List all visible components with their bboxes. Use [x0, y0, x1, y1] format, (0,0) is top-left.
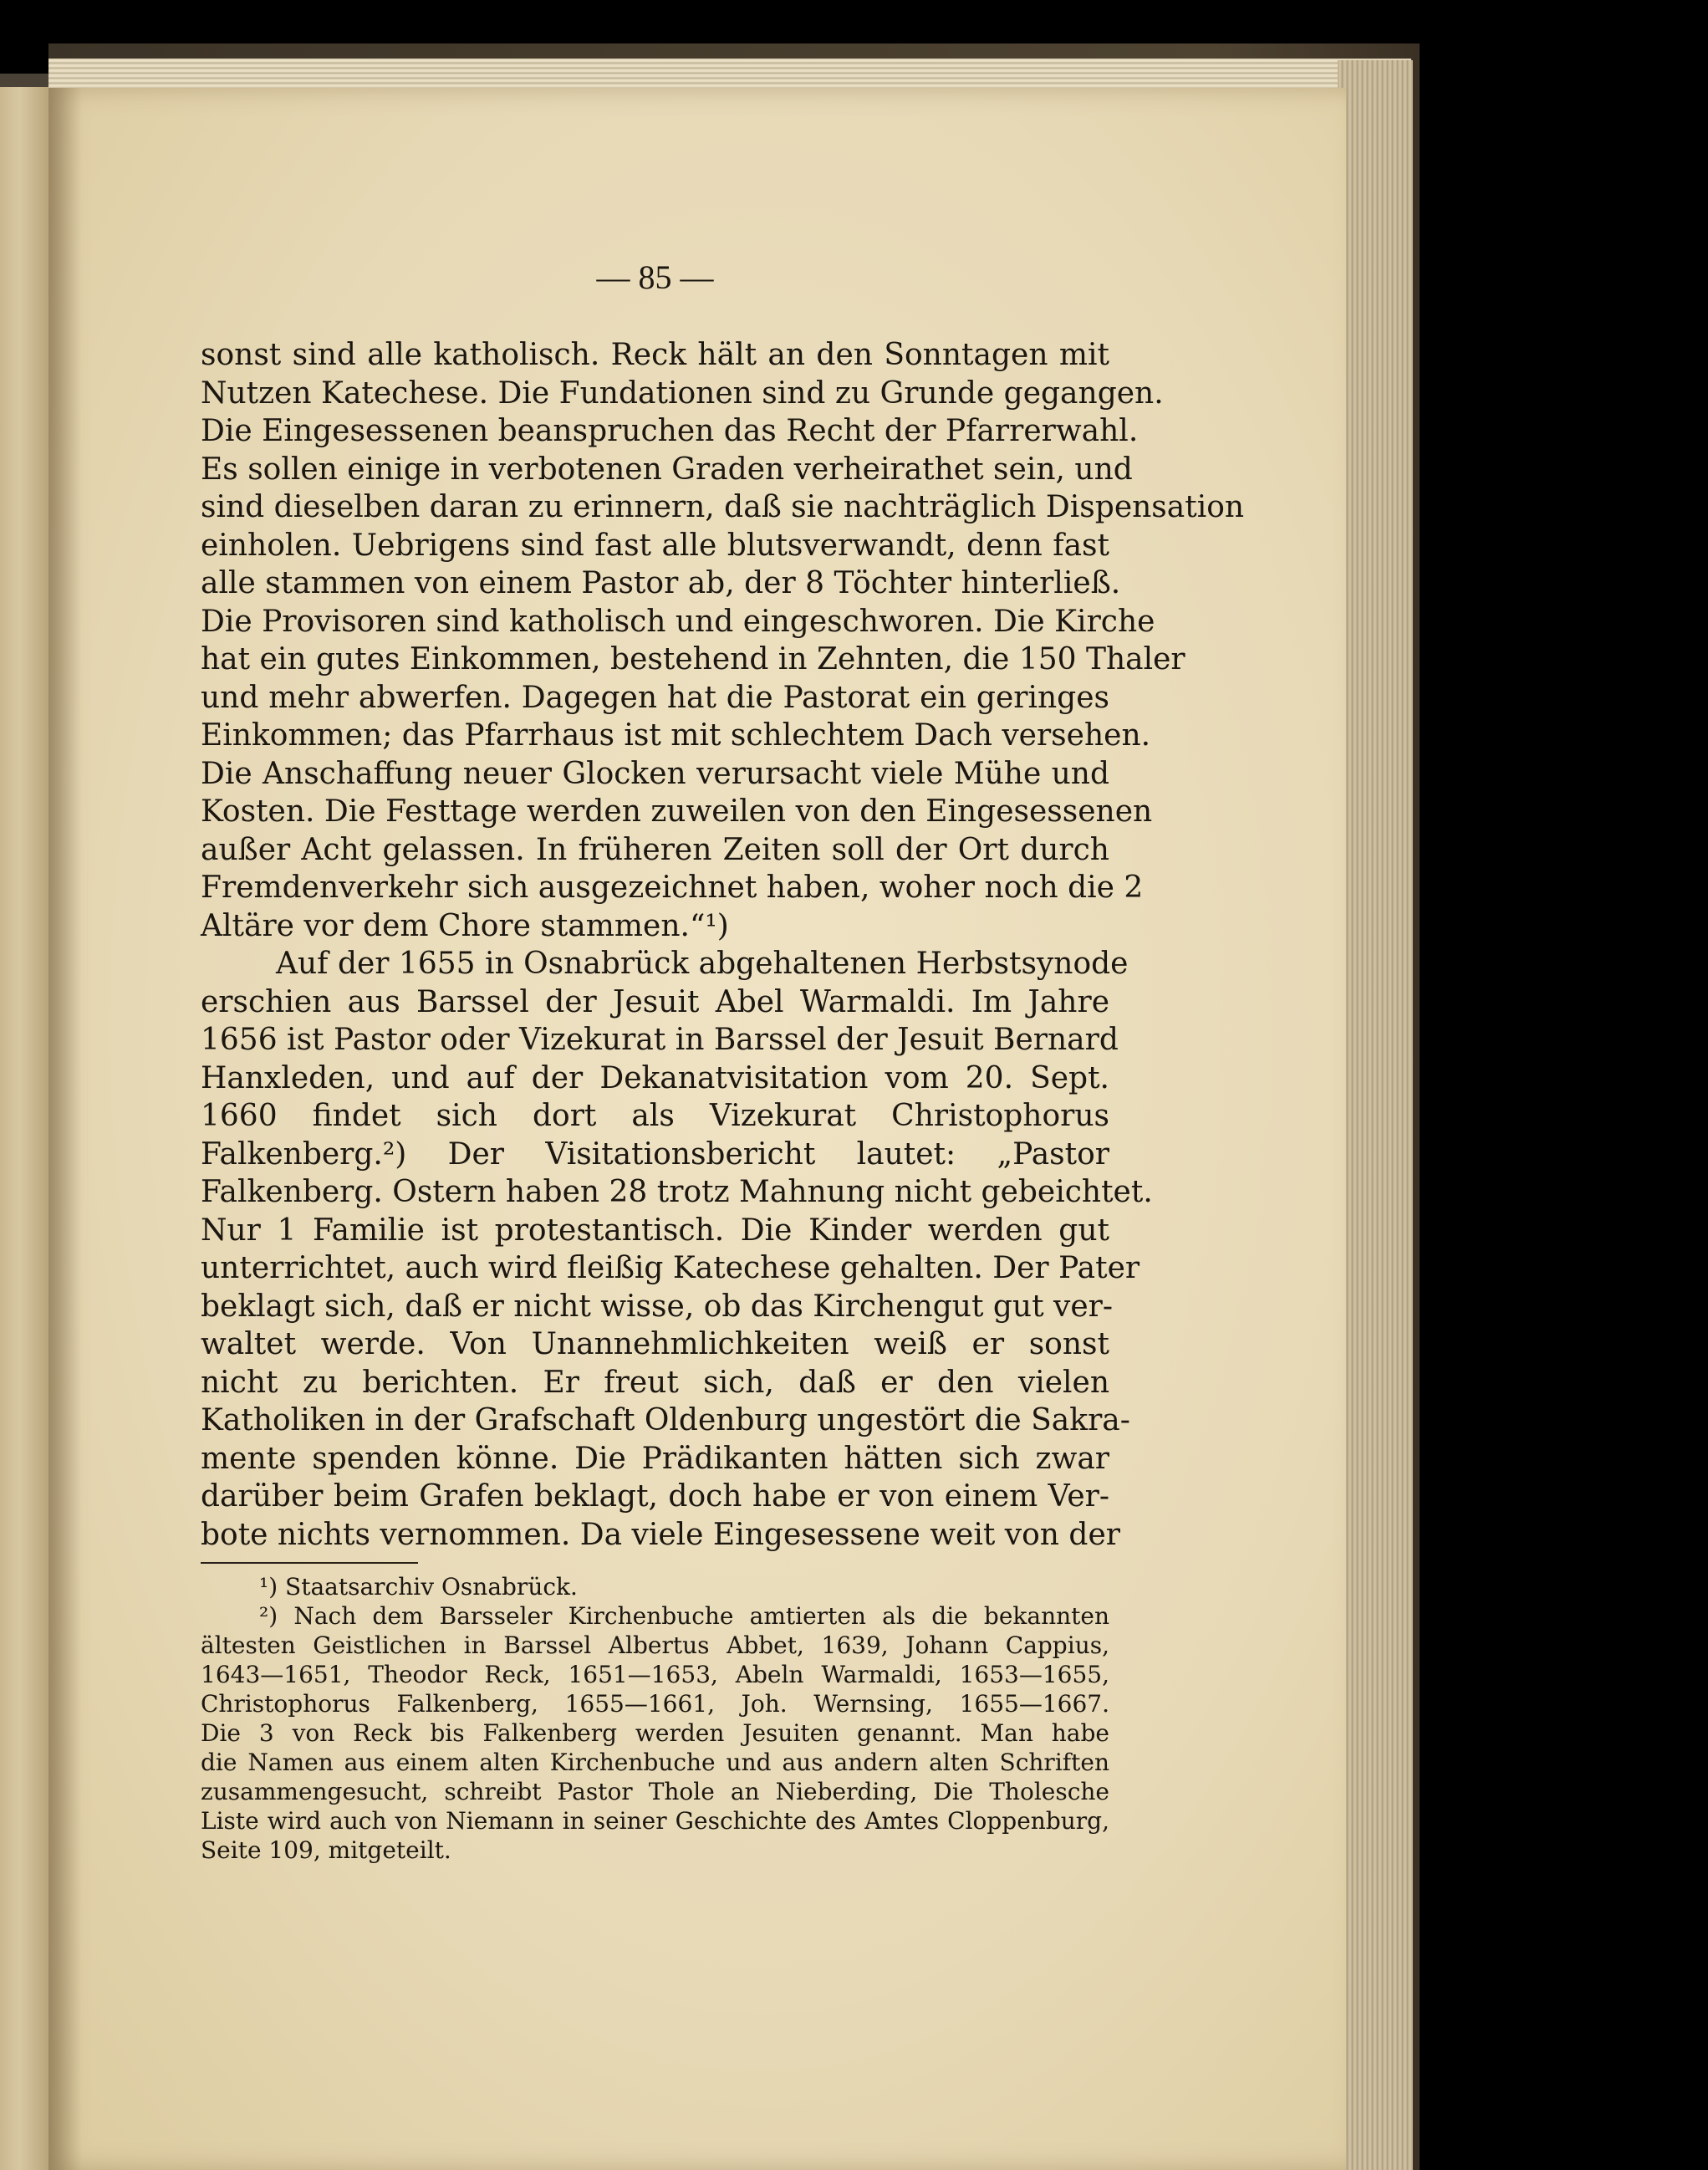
- body-line: Falkenberg.²) Der Visitationsbericht lautet: „Pastor: [201, 1136, 1109, 1172]
- footnote-line: Seite 109, mitgeteilt.: [201, 1836, 451, 1864]
- footnote-line: Christophorus Falkenberg, 1655—1661, Joh. Wernsing, 1655—1667.: [201, 1690, 1109, 1718]
- body-line: Falkenberg. Ostern haben 28 trotz Mahnung nicht gebeichtet.: [201, 1175, 1153, 1209]
- footnote-separator: [201, 1562, 418, 1564]
- body-line: sonst sind alle katholisch. Reck hält an den Sonntagen mit: [201, 338, 1109, 372]
- body-line: Es sollen einige in verbotenen Graden verheirathet sein, und: [201, 452, 1133, 487]
- spine-shadow: [48, 88, 82, 2170]
- body-text: [201, 336, 1245, 1554]
- footnote-line: zusammengesucht, schreibt Pastor Thole an Nieberding, Die Tholesche: [201, 1778, 1109, 1805]
- footnote-line: Die 3 von Reck bis Falkenberg werden Jesuiten genannt. Man habe: [201, 1719, 1109, 1747]
- body-line: hat ein gutes Einkommen, bestehend in Zehnten, die 150 Thaler: [201, 642, 1185, 677]
- footnote-line: 1643—1651, Theodor Reck, 1651—1653, Abeln Warmaldi, 1653—1655,: [201, 1661, 1109, 1688]
- body-line: mente spenden könne. Die Prädikanten hätten sich zwar: [201, 1441, 1109, 1476]
- previous-page-edge: [0, 84, 48, 2170]
- body-line: einholen. Uebrigens sind fast alle blutsverwandt, denn fast: [201, 528, 1109, 563]
- body-line: Auf der 1655 in Osnabrück abgehaltenen Herbstsynode: [276, 947, 1129, 981]
- footnote-line: ²) Nach dem Barsseler Kirchenbuche amtierten als die bekannten: [259, 1602, 1109, 1630]
- body-line: Nutzen Katechese. Die Fundationen sind zu Grunde gegangen.: [201, 375, 1164, 411]
- body-line: Hanxleden, und auf der Dekanatvisitation vom 20. Sept.: [201, 1060, 1109, 1095]
- body-line: Katholiken in der Grafschaft Oldenburg ungestört die Sakra-: [201, 1403, 1130, 1437]
- page-stack-top: [48, 59, 1411, 92]
- body-line: Nur 1 Familie ist protestantisch. Die Kinder werden gut: [201, 1213, 1109, 1248]
- body-line: alle stammen von einem Pastor ab, der 8 Töchter hinterließ.: [201, 566, 1121, 600]
- body-line: bote nichts vernommen. Da viele Eingesessene weit von der: [201, 1517, 1120, 1552]
- body-line: Die Eingesessenen beanspruchen das Recht der Pfarrerwahl.: [201, 414, 1139, 448]
- body-line: Einkommen; das Pfarrhaus ist mit schlechtem Dach versehen.: [201, 718, 1151, 753]
- body-line: Die Anschaffung neuer Glocken verursacht viele Mühe und: [201, 756, 1109, 791]
- footnote-line: die Namen aus einem alten Kirchenbuche und aus andern alten Schriften: [201, 1749, 1109, 1776]
- body-line: unterrichtet, auch wird fleißig Katechese gehalten. Der Pater: [201, 1251, 1140, 1285]
- body-line: und mehr abwerfen. Dagegen hat die Pastorat ein geringes: [201, 680, 1109, 715]
- previous-page-top-edge: [0, 74, 52, 87]
- body-line: Fremdenverkehr sich ausgezeichnet haben, woher noch die 2: [201, 871, 1144, 905]
- body-line: sind dieselben daran zu erinnern, daß sie nachträglich Dispensation: [201, 490, 1245, 524]
- body-line: 1660 findet sich dort als Vizekurat Christophorus: [201, 1099, 1109, 1133]
- body-line: nicht zu berichten. Er freut sich, daß er den vielen: [201, 1365, 1109, 1400]
- footnote-line: Liste wird auch von Niemann in seiner Geschichte des Amtes Cloppenburg,: [201, 1807, 1109, 1835]
- body-line: darüber beim Grafen beklagt, doch habe er von einem Ver-: [201, 1479, 1109, 1514]
- footnote-line: ¹) Staatsarchiv Osnabrück.: [259, 1573, 578, 1601]
- body-line: Die Provisoren sind katholisch und eingeschworen. Die Kirche: [201, 604, 1155, 639]
- page-stack-side: [1338, 60, 1413, 2170]
- body-line: waltet werde. Von Unannehmlichkeiten weiß er sonst: [201, 1327, 1109, 1361]
- body-line: Altäre vor dem Chore stammen.“¹): [201, 908, 729, 943]
- body-line: beklagt sich, daß er nicht wisse, ob das Kirchengut gut ver-: [201, 1289, 1114, 1324]
- page-number: — 85 —: [596, 258, 714, 296]
- body-line: Kosten. Die Festtage werden zuweilen von den Eingesessenen: [201, 794, 1153, 829]
- footnote-line: ältesten Geistlichen in Barssel Albertus Abbet, 1639, Johann Cappius,: [201, 1631, 1109, 1659]
- body-line: außer Acht gelassen. In früheren Zeiten soll der Ort durch: [201, 832, 1109, 867]
- body-line: 1656 ist Pastor oder Vizekurat in Barssel der Jesuit Bernard: [201, 1023, 1119, 1057]
- footnotes: [201, 1572, 1109, 1865]
- body-line: erschien aus Barssel der Jesuit Abel Warmaldi. Im Jahre: [201, 984, 1109, 1019]
